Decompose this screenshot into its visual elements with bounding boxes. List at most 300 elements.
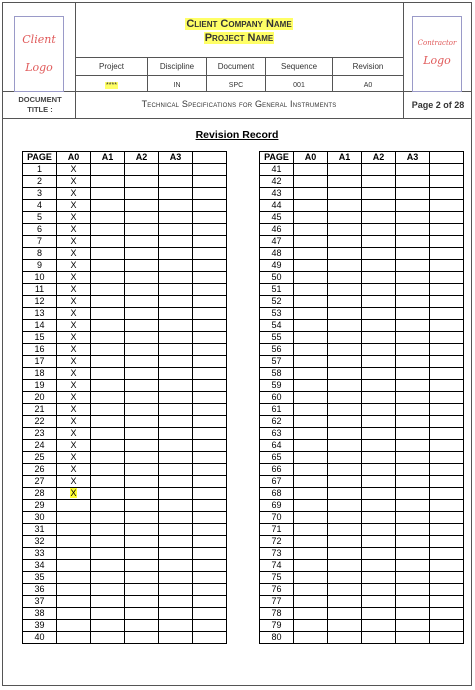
- blank-cell: [193, 380, 227, 392]
- a0-cell: [57, 188, 91, 200]
- a2-cell: [362, 620, 396, 632]
- a2-cell: [362, 308, 396, 320]
- table-row: [260, 308, 464, 320]
- blank-cell: [430, 416, 464, 428]
- table-row: [23, 524, 227, 536]
- a3-cell: [396, 368, 430, 380]
- table-row: [260, 320, 464, 332]
- a2-cell: [125, 260, 159, 272]
- a0-cell: [57, 200, 91, 212]
- a0-cell: [57, 596, 91, 608]
- blank-cell: [193, 164, 227, 176]
- a1-cell: [91, 584, 125, 596]
- a1-cell: [91, 524, 125, 536]
- a2-cell: [362, 548, 396, 560]
- revision-mark: X: [70, 320, 77, 330]
- a0-cell: [294, 188, 328, 200]
- contractor-logo-line2: Logo: [423, 54, 451, 67]
- a0-cell: [294, 404, 328, 416]
- a3-cell: [396, 176, 430, 188]
- a2-cell: [362, 392, 396, 404]
- a1-cell: [91, 356, 125, 368]
- a0-cell: [294, 224, 328, 236]
- a2-cell: [125, 608, 159, 620]
- blank-cell: [430, 260, 464, 272]
- blank-cell: [430, 272, 464, 284]
- table-row: [23, 284, 227, 296]
- a2-cell: [125, 272, 159, 284]
- divider: [403, 3, 404, 91]
- page-number-cell: 66: [260, 464, 294, 476]
- a0-cell: [294, 260, 328, 272]
- a2-cell: [362, 248, 396, 260]
- company-block: [76, 17, 402, 45]
- a0-cell: [57, 428, 91, 440]
- table-row: [23, 584, 227, 596]
- revision-mark: X: [70, 224, 77, 234]
- a0-cell: [57, 380, 91, 392]
- a1-cell: [91, 464, 125, 476]
- blank-cell: [430, 620, 464, 632]
- page-number-cell: 73: [260, 548, 294, 560]
- table-row: [260, 356, 464, 368]
- a2-cell: [125, 620, 159, 632]
- a0-cell: [57, 236, 91, 248]
- blank-cell: [193, 548, 227, 560]
- table-row: [260, 296, 464, 308]
- table-row: [260, 452, 464, 464]
- a1-cell: [328, 464, 362, 476]
- blank-cell: [193, 356, 227, 368]
- table-row: [23, 512, 227, 524]
- revision-mark: X: [70, 452, 77, 462]
- table-row: [23, 356, 227, 368]
- a3-cell: [159, 416, 193, 428]
- blank-cell: [430, 212, 464, 224]
- table-row: [23, 164, 227, 176]
- a1-cell: [91, 320, 125, 332]
- blank-cell: [430, 548, 464, 560]
- a3-cell: [396, 392, 430, 404]
- page-number-cell: 56: [260, 344, 294, 356]
- a3-cell: [396, 536, 430, 548]
- a2-cell: [125, 188, 159, 200]
- a3-cell: [159, 320, 193, 332]
- blank-cell: [430, 440, 464, 452]
- a2-cell: [362, 608, 396, 620]
- page-number-cell: 44: [260, 200, 294, 212]
- table-row: [23, 560, 227, 572]
- page-number-cell: 17: [23, 356, 57, 368]
- a0-cell: [294, 620, 328, 632]
- a1-cell: [328, 512, 362, 524]
- revision-mark: X: [70, 440, 77, 450]
- table-row: [260, 572, 464, 584]
- table-row: [23, 608, 227, 620]
- document-label: Document: [217, 62, 255, 71]
- a2-cell: [125, 524, 159, 536]
- a2-cell: [125, 632, 159, 644]
- page-number-cell: 54: [260, 320, 294, 332]
- page-number-cell: 48: [260, 248, 294, 260]
- a0-cell: [294, 416, 328, 428]
- a3-cell: [396, 440, 430, 452]
- a1-cell: [328, 620, 362, 632]
- a1-cell: [328, 572, 362, 584]
- a2-cell: [125, 368, 159, 380]
- a2-cell: [125, 572, 159, 584]
- a3-cell: [159, 356, 193, 368]
- col-header-a0: A0: [57, 152, 91, 164]
- col-header-a3: A3: [159, 152, 193, 164]
- a2-cell: [362, 536, 396, 548]
- sequence-label: Sequence: [280, 62, 318, 71]
- a3-cell: [159, 212, 193, 224]
- col-header-a1: A1: [91, 152, 125, 164]
- a1-cell: [328, 440, 362, 452]
- revision-label: Revision: [352, 62, 384, 71]
- page-number-cell: 32: [23, 536, 57, 548]
- a3-cell: [159, 224, 193, 236]
- a0-cell: [294, 356, 328, 368]
- a2-cell: [362, 212, 396, 224]
- a1-cell: [91, 608, 125, 620]
- table-row: [23, 212, 227, 224]
- blank-cell: [193, 272, 227, 284]
- a0-cell: [294, 596, 328, 608]
- a2-cell: [362, 284, 396, 296]
- a1-cell: [91, 164, 125, 176]
- col-header-a3: A3: [396, 152, 430, 164]
- a0-cell: [294, 488, 328, 500]
- a1-cell: [328, 452, 362, 464]
- table-row: [260, 596, 464, 608]
- a0-cell: [57, 284, 91, 296]
- a3-cell: [159, 500, 193, 512]
- table-row: [23, 272, 227, 284]
- blank-cell: [430, 248, 464, 260]
- page-number-cell: 64: [260, 440, 294, 452]
- a1-cell: [328, 476, 362, 488]
- a2-cell: [362, 500, 396, 512]
- a2-cell: [125, 284, 159, 296]
- a2-cell: [362, 524, 396, 536]
- table-row: [260, 488, 464, 500]
- a0-cell: [57, 332, 91, 344]
- revision-mark: X: [70, 356, 77, 366]
- a2-cell: [362, 200, 396, 212]
- a2-cell: [362, 380, 396, 392]
- a1-cell: [328, 536, 362, 548]
- a3-cell: [159, 332, 193, 344]
- page-number-cell: 65: [260, 452, 294, 464]
- blank-cell: [193, 308, 227, 320]
- a2-cell: [362, 224, 396, 236]
- a1-cell: [91, 476, 125, 488]
- a3-cell: [159, 248, 193, 260]
- discipline-value: IN: [173, 82, 181, 89]
- page-number-cell: 75: [260, 572, 294, 584]
- blank-cell: [193, 464, 227, 476]
- a1-cell: [328, 500, 362, 512]
- blank-cell: [430, 452, 464, 464]
- a2-cell: [125, 428, 159, 440]
- a2-cell: [362, 596, 396, 608]
- table-row: [23, 236, 227, 248]
- a0-cell: [294, 200, 328, 212]
- page-number-cell: 27: [23, 476, 57, 488]
- a2-cell: [362, 488, 396, 500]
- page-number-cell: 35: [23, 572, 57, 584]
- a1-cell: [328, 236, 362, 248]
- page-number-cell: 38: [23, 608, 57, 620]
- a3-cell: [396, 620, 430, 632]
- a3-cell: [159, 596, 193, 608]
- table-row: [23, 176, 227, 188]
- a3-cell: [159, 440, 193, 452]
- table-row: [260, 416, 464, 428]
- a1-cell: [91, 368, 125, 380]
- client-logo-line1: Client: [22, 33, 56, 46]
- table-row: [260, 164, 464, 176]
- a1-cell: [91, 260, 125, 272]
- a2-cell: [125, 200, 159, 212]
- a3-cell: [159, 464, 193, 476]
- a1-cell: [328, 344, 362, 356]
- page-number-cell: 20: [23, 392, 57, 404]
- revision-mark: X: [70, 200, 77, 210]
- a0-cell: [57, 584, 91, 596]
- page-number-cell: 18: [23, 368, 57, 380]
- a1-cell: [91, 440, 125, 452]
- page-number-cell: 70: [260, 512, 294, 524]
- table-row: [23, 260, 227, 272]
- a3-cell: [396, 380, 430, 392]
- document-title-label: DOCUMENT TITLE :: [18, 95, 62, 114]
- document-value: SPC: [228, 82, 244, 89]
- table-header-row: [260, 152, 464, 164]
- a2-cell: [362, 176, 396, 188]
- table-row: [260, 176, 464, 188]
- document-page: [2, 2, 472, 686]
- col-header-page: PAGE: [260, 152, 294, 164]
- a2-cell: [125, 464, 159, 476]
- a3-cell: [396, 404, 430, 416]
- table-row: [260, 272, 464, 284]
- a0-cell: [294, 164, 328, 176]
- a0-cell: [57, 512, 91, 524]
- a2-cell: [362, 584, 396, 596]
- a0-cell: [294, 272, 328, 284]
- page-number-cell: 80: [260, 632, 294, 644]
- revision-mark: X: [70, 260, 77, 270]
- blank-cell: [430, 200, 464, 212]
- blank-cell: [193, 476, 227, 488]
- page-number-cell: 47: [260, 236, 294, 248]
- a3-cell: [159, 272, 193, 284]
- a1-cell: [328, 488, 362, 500]
- a2-cell: [362, 368, 396, 380]
- table-row: [23, 392, 227, 404]
- a1-cell: [328, 560, 362, 572]
- a3-cell: [159, 428, 193, 440]
- a0-cell: [57, 476, 91, 488]
- a3-cell: [396, 476, 430, 488]
- blank-cell: [430, 464, 464, 476]
- page-number-cell: 51: [260, 284, 294, 296]
- revision-mark: X: [70, 188, 77, 198]
- table-row: [23, 620, 227, 632]
- col-header-a2: A2: [125, 152, 159, 164]
- blank-cell: [430, 296, 464, 308]
- document-title: Technical Specifications for General Instruments: [141, 99, 337, 109]
- page-number-cell: 1: [23, 164, 57, 176]
- a1-cell: [328, 224, 362, 236]
- blank-cell: [193, 488, 227, 500]
- blank-cell: [193, 500, 227, 512]
- a3-cell: [396, 548, 430, 560]
- blank-cell: [430, 356, 464, 368]
- a3-cell: [159, 560, 193, 572]
- a2-cell: [125, 236, 159, 248]
- a1-cell: [328, 608, 362, 620]
- a2-cell: [362, 332, 396, 344]
- a3-cell: [396, 296, 430, 308]
- a1-cell: [91, 620, 125, 632]
- a0-cell: [294, 176, 328, 188]
- page-number-cell: 61: [260, 404, 294, 416]
- blank-cell: [430, 632, 464, 644]
- table-row: [23, 536, 227, 548]
- blank-cell: [430, 572, 464, 584]
- discipline-label: Discipline: [159, 62, 195, 71]
- a2-cell: [125, 452, 159, 464]
- blank-cell: [193, 584, 227, 596]
- a1-cell: [91, 416, 125, 428]
- a1-cell: [328, 284, 362, 296]
- revision-value: A0: [363, 82, 373, 89]
- contractor-logo: [412, 16, 462, 92]
- a3-cell: [396, 632, 430, 644]
- page-number-cell: 12: [23, 296, 57, 308]
- a0-cell: [57, 248, 91, 260]
- a3-cell: [396, 224, 430, 236]
- page-number-cell: 6: [23, 224, 57, 236]
- a1-cell: [328, 596, 362, 608]
- blank-cell: [193, 608, 227, 620]
- blank-cell: [430, 608, 464, 620]
- blank-cell: [193, 176, 227, 188]
- a1-cell: [328, 548, 362, 560]
- a2-cell: [362, 440, 396, 452]
- sequence-value: 001: [293, 82, 305, 89]
- a1-cell: [328, 248, 362, 260]
- blank-cell: [430, 308, 464, 320]
- project-name: Project Name: [204, 32, 274, 44]
- page-number-cell: 28: [23, 488, 57, 500]
- page-number-cell: 33: [23, 548, 57, 560]
- page-number-cell: 11: [23, 284, 57, 296]
- a0-cell: [294, 344, 328, 356]
- a1-cell: [91, 284, 125, 296]
- blank-cell: [193, 320, 227, 332]
- a0-cell: [294, 296, 328, 308]
- a1-cell: [91, 308, 125, 320]
- a0-cell: [294, 452, 328, 464]
- a3-cell: [396, 512, 430, 524]
- a2-cell: [362, 356, 396, 368]
- a2-cell: [125, 224, 159, 236]
- a2-cell: [362, 632, 396, 644]
- page-number-cell: 46: [260, 224, 294, 236]
- a3-cell: [396, 272, 430, 284]
- page-number-cell: 4: [23, 200, 57, 212]
- a1-cell: [328, 212, 362, 224]
- blank-cell: [430, 380, 464, 392]
- revision-mark: X: [70, 404, 77, 414]
- a3-cell: [396, 212, 430, 224]
- table-row: [260, 464, 464, 476]
- a3-cell: [396, 188, 430, 200]
- revision-mark: X: [70, 380, 77, 390]
- revision-mark: X: [70, 464, 77, 474]
- page-number-cell: 68: [260, 488, 294, 500]
- a3-cell: [159, 176, 193, 188]
- page-number-cell: 69: [260, 500, 294, 512]
- a1-cell: [328, 392, 362, 404]
- a0-cell: [294, 332, 328, 344]
- a2-cell: [125, 560, 159, 572]
- table-row: [260, 536, 464, 548]
- a1-cell: [91, 500, 125, 512]
- table-row: [23, 632, 227, 644]
- page-number-cell: 67: [260, 476, 294, 488]
- col-header-a1: A1: [328, 152, 362, 164]
- a2-cell: [362, 572, 396, 584]
- a1-cell: [91, 560, 125, 572]
- a0-cell: [294, 572, 328, 584]
- page-number-cell: 23: [23, 428, 57, 440]
- a0-cell: [57, 416, 91, 428]
- a3-cell: [396, 260, 430, 272]
- a0-cell: [57, 524, 91, 536]
- a2-cell: [362, 272, 396, 284]
- a3-cell: [159, 476, 193, 488]
- table-row: [23, 452, 227, 464]
- a0-cell: [57, 548, 91, 560]
- blank-cell: [193, 572, 227, 584]
- revision-mark: X: [70, 428, 77, 438]
- table-row: [260, 608, 464, 620]
- revision-mark: X: [70, 416, 77, 426]
- revision-table-left: [22, 151, 227, 644]
- a1-cell: [91, 176, 125, 188]
- revision-mark: X: [70, 212, 77, 222]
- a3-cell: [396, 200, 430, 212]
- table-row: [260, 224, 464, 236]
- a3-cell: [396, 236, 430, 248]
- a2-cell: [125, 536, 159, 548]
- table-row: [260, 512, 464, 524]
- blank-cell: [430, 404, 464, 416]
- a3-cell: [396, 488, 430, 500]
- a3-cell: [396, 332, 430, 344]
- a2-cell: [125, 212, 159, 224]
- a2-cell: [125, 440, 159, 452]
- a1-cell: [91, 380, 125, 392]
- project-label: Project: [99, 62, 124, 71]
- project-value-cell: [76, 80, 147, 92]
